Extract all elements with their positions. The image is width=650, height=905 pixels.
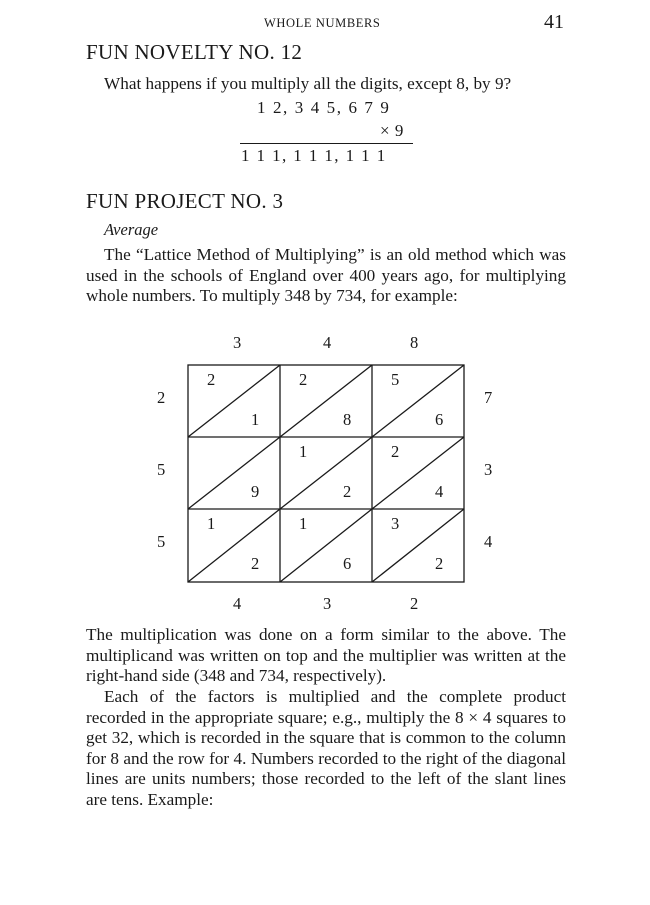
cell-tens-digit: 5: [391, 370, 400, 389]
difficulty-label: Average: [104, 220, 159, 239]
project-heading: FUN PROJECT NO. 3: [86, 189, 284, 213]
cell-units-digit: 2: [251, 554, 260, 573]
lattice-diagonal: [188, 509, 280, 582]
cell-tens-digit: 2: [391, 442, 400, 461]
lattice-diagonal: [372, 437, 464, 509]
cell-units-digit: 2: [435, 554, 444, 573]
novelty-question: What happens if you multiply all the digits, except 8, by 9?: [104, 74, 512, 93]
lattice-diagonal: [372, 509, 464, 582]
cell-tens-digit: 2: [207, 370, 216, 389]
cell-tens-digit: 1: [299, 442, 308, 461]
lattice-diagonal: [188, 365, 280, 437]
cell-units-digit: 4: [435, 482, 444, 501]
explanation-text-1: The multiplication was done on a form similar to the above. The multiplicand was written on top and the multiplier was written at the right-hand side (348 and 734, respectively).: [86, 625, 566, 686]
bottom-digit: 3: [323, 594, 332, 613]
top-digit: 3: [233, 333, 242, 352]
cell-tens-digit: 2: [299, 370, 308, 389]
cell-units-digit: 9: [251, 482, 260, 501]
cell-units-digit: 1: [251, 410, 260, 429]
left-digit: 5: [157, 460, 166, 479]
right-digit: 7: [484, 388, 493, 407]
multiplier: × 9: [380, 121, 404, 140]
cell-units-digit: 8: [343, 410, 352, 429]
product: 1 1 1, 1 1 1, 1 1 1: [241, 146, 387, 165]
explanation-paragraph-2: [86, 687, 566, 811]
top-digit: 8: [410, 333, 419, 352]
lattice-diagonal: [280, 365, 372, 437]
lattice-diagonal: [188, 437, 280, 509]
top-digit: 4: [323, 333, 332, 352]
lattice-diagonal: [372, 365, 464, 437]
right-digit: 3: [484, 460, 493, 479]
novelty-heading: FUN NOVELTY NO. 12: [86, 40, 303, 64]
left-digit: 5: [157, 532, 166, 551]
cell-tens-digit: 1: [207, 514, 216, 533]
explanation-text-2: Each of the factors is multiplied and the complete product recorded in the appropriate square; e.g., multiply the 8 × 4 squares to get 32, which is recorded in the square that is common to the column for 8 and the row for 4. Numbers recorded to the right of the diagonal lines are units numbers; those recorded to the left of the slant lines are tens. Example:: [86, 687, 566, 809]
cell-units-digit: 2: [343, 482, 352, 501]
cell-tens-digit: 3: [391, 514, 400, 533]
bottom-digit: 2: [410, 594, 419, 613]
page-number: 41: [544, 11, 564, 33]
bottom-digit: 4: [233, 594, 242, 613]
intro-text: The “Lattice Method of Multiplying” is an old method which was used in the schools of England over 400 years ago, for multiplying whole numbers. To multiply 348 by 734, for example:: [86, 245, 566, 306]
right-digit: 4: [484, 532, 493, 551]
running-head: WHOLE NUMBERS: [264, 16, 381, 30]
lattice-diagonal: [280, 509, 372, 582]
cell-units-digit: 6: [435, 410, 444, 429]
cell-units-digit: 6: [343, 554, 352, 573]
multiplicand: 1 2, 3 4 5, 6 7 9: [257, 98, 391, 117]
lattice-diagonal: [280, 437, 372, 509]
cell-tens-digit: 1: [299, 514, 308, 533]
left-digit: 2: [157, 388, 166, 407]
explanation-paragraph-1: [86, 625, 566, 687]
